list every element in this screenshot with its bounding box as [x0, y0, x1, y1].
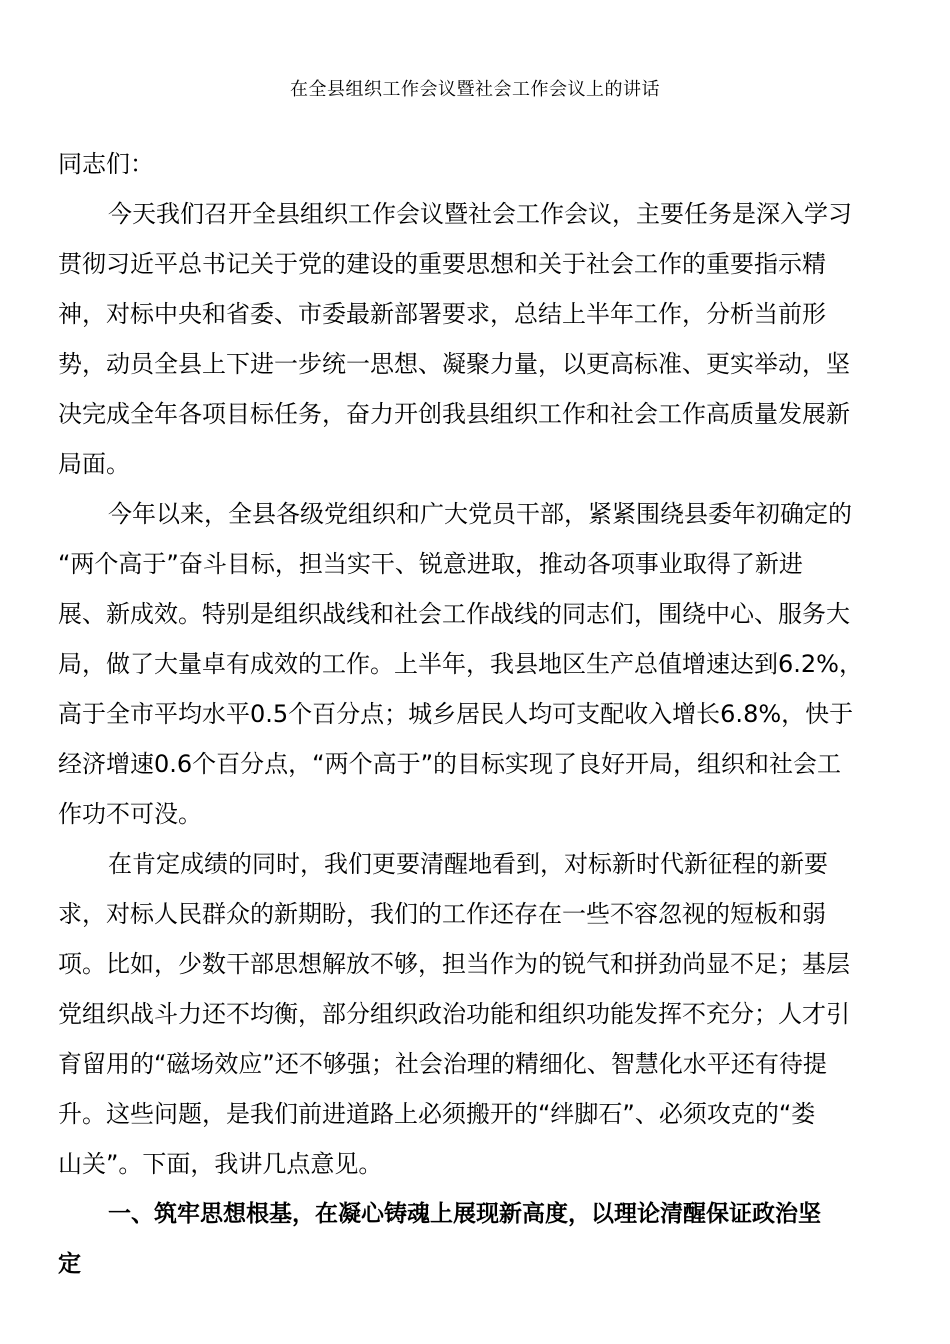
paragraph-line: 求，对标人民群众的新期盼，我们的工作还存在一些不容忽视的短板和弱: [58, 900, 826, 928]
paragraph-line: 同志们：: [58, 150, 154, 178]
paragraph-line: 势，动员全县上下进一步统一思想、凝聚力量，以更高标准、更实举动，坚: [58, 350, 850, 378]
paragraph-line: 展、新成效。特别是组织战线和社会工作战线的同志们，围绕中心、服务大: [58, 600, 850, 628]
paragraph-line: 经济增速0.6个百分点，“两个高于”的目标实现了良好开局，组织和社会工: [58, 750, 842, 778]
section-heading-line: 一、筑牢思想根基，在凝心铸魂上展现新高度，以理论清醒保证政治坚: [108, 1200, 821, 1227]
paragraph-line: 今年以来，全县各级党组织和广大党员干部，紧紧围绕县委年初确定的: [108, 500, 852, 528]
paragraph-line: 作功不可没。: [58, 800, 202, 828]
paragraph-line: 今天我们召开全县组织工作会议暨社会工作会议，主要任务是深入学习: [108, 200, 852, 228]
paragraph-line: 项。比如，少数干部思想解放不够，担当作为的锐气和拼劲尚显不足；基层: [58, 950, 850, 978]
document-body: [58, 146, 898, 1296]
document-title: 在全县组织工作会议暨社会工作会议上的讲话: [290, 79, 660, 100]
paragraph-line: 党组织战斗力还不均衡，部分组织政治功能和组织功能发挥不充分；人才引: [58, 1000, 850, 1028]
paragraph-line: 升。这些问题，是我们前进道路上必须搬开的“绊脚石”、必须攻克的“娄: [58, 1100, 816, 1128]
paragraph-line: 神，对标中央和省委、市委最新部署要求，总结上半年工作，分析当前形: [58, 300, 826, 328]
paragraph-line: 贯彻习近平总书记关于党的建设的重要思想和关于社会工作的重要指示精: [58, 250, 826, 278]
paragraph-line: 育留用的“磁场效应”还不够强；社会治理的精细化、智慧化水平还有待提: [58, 1050, 827, 1078]
paragraph-line: 山关”。下面，我讲几点意见。: [58, 1150, 383, 1178]
section-heading-line: 定: [58, 1250, 81, 1277]
paragraph-line: 局面。: [58, 450, 130, 478]
paragraph-line: 决完成全年各项目标任务，奋力开创我县组织工作和社会工作高质量发展新: [58, 400, 850, 428]
paragraph-line: 在肯定成绩的同时，我们更要清醒地看到，对标新时代新征程的新要: [108, 850, 828, 878]
paragraph-line: 局，做了大量卓有成效的工作。上半年，我县地区生产总值增速达到6.2%，: [58, 650, 863, 678]
paragraph-line: 高于全市平均水平0.5个百分点；城乡居民人均可支配收入增长6.8%，快于: [58, 700, 854, 728]
paragraph-line: “两个高于”奋斗目标，担当实干、锐意进取，推动各项事业取得了新进: [58, 550, 803, 578]
